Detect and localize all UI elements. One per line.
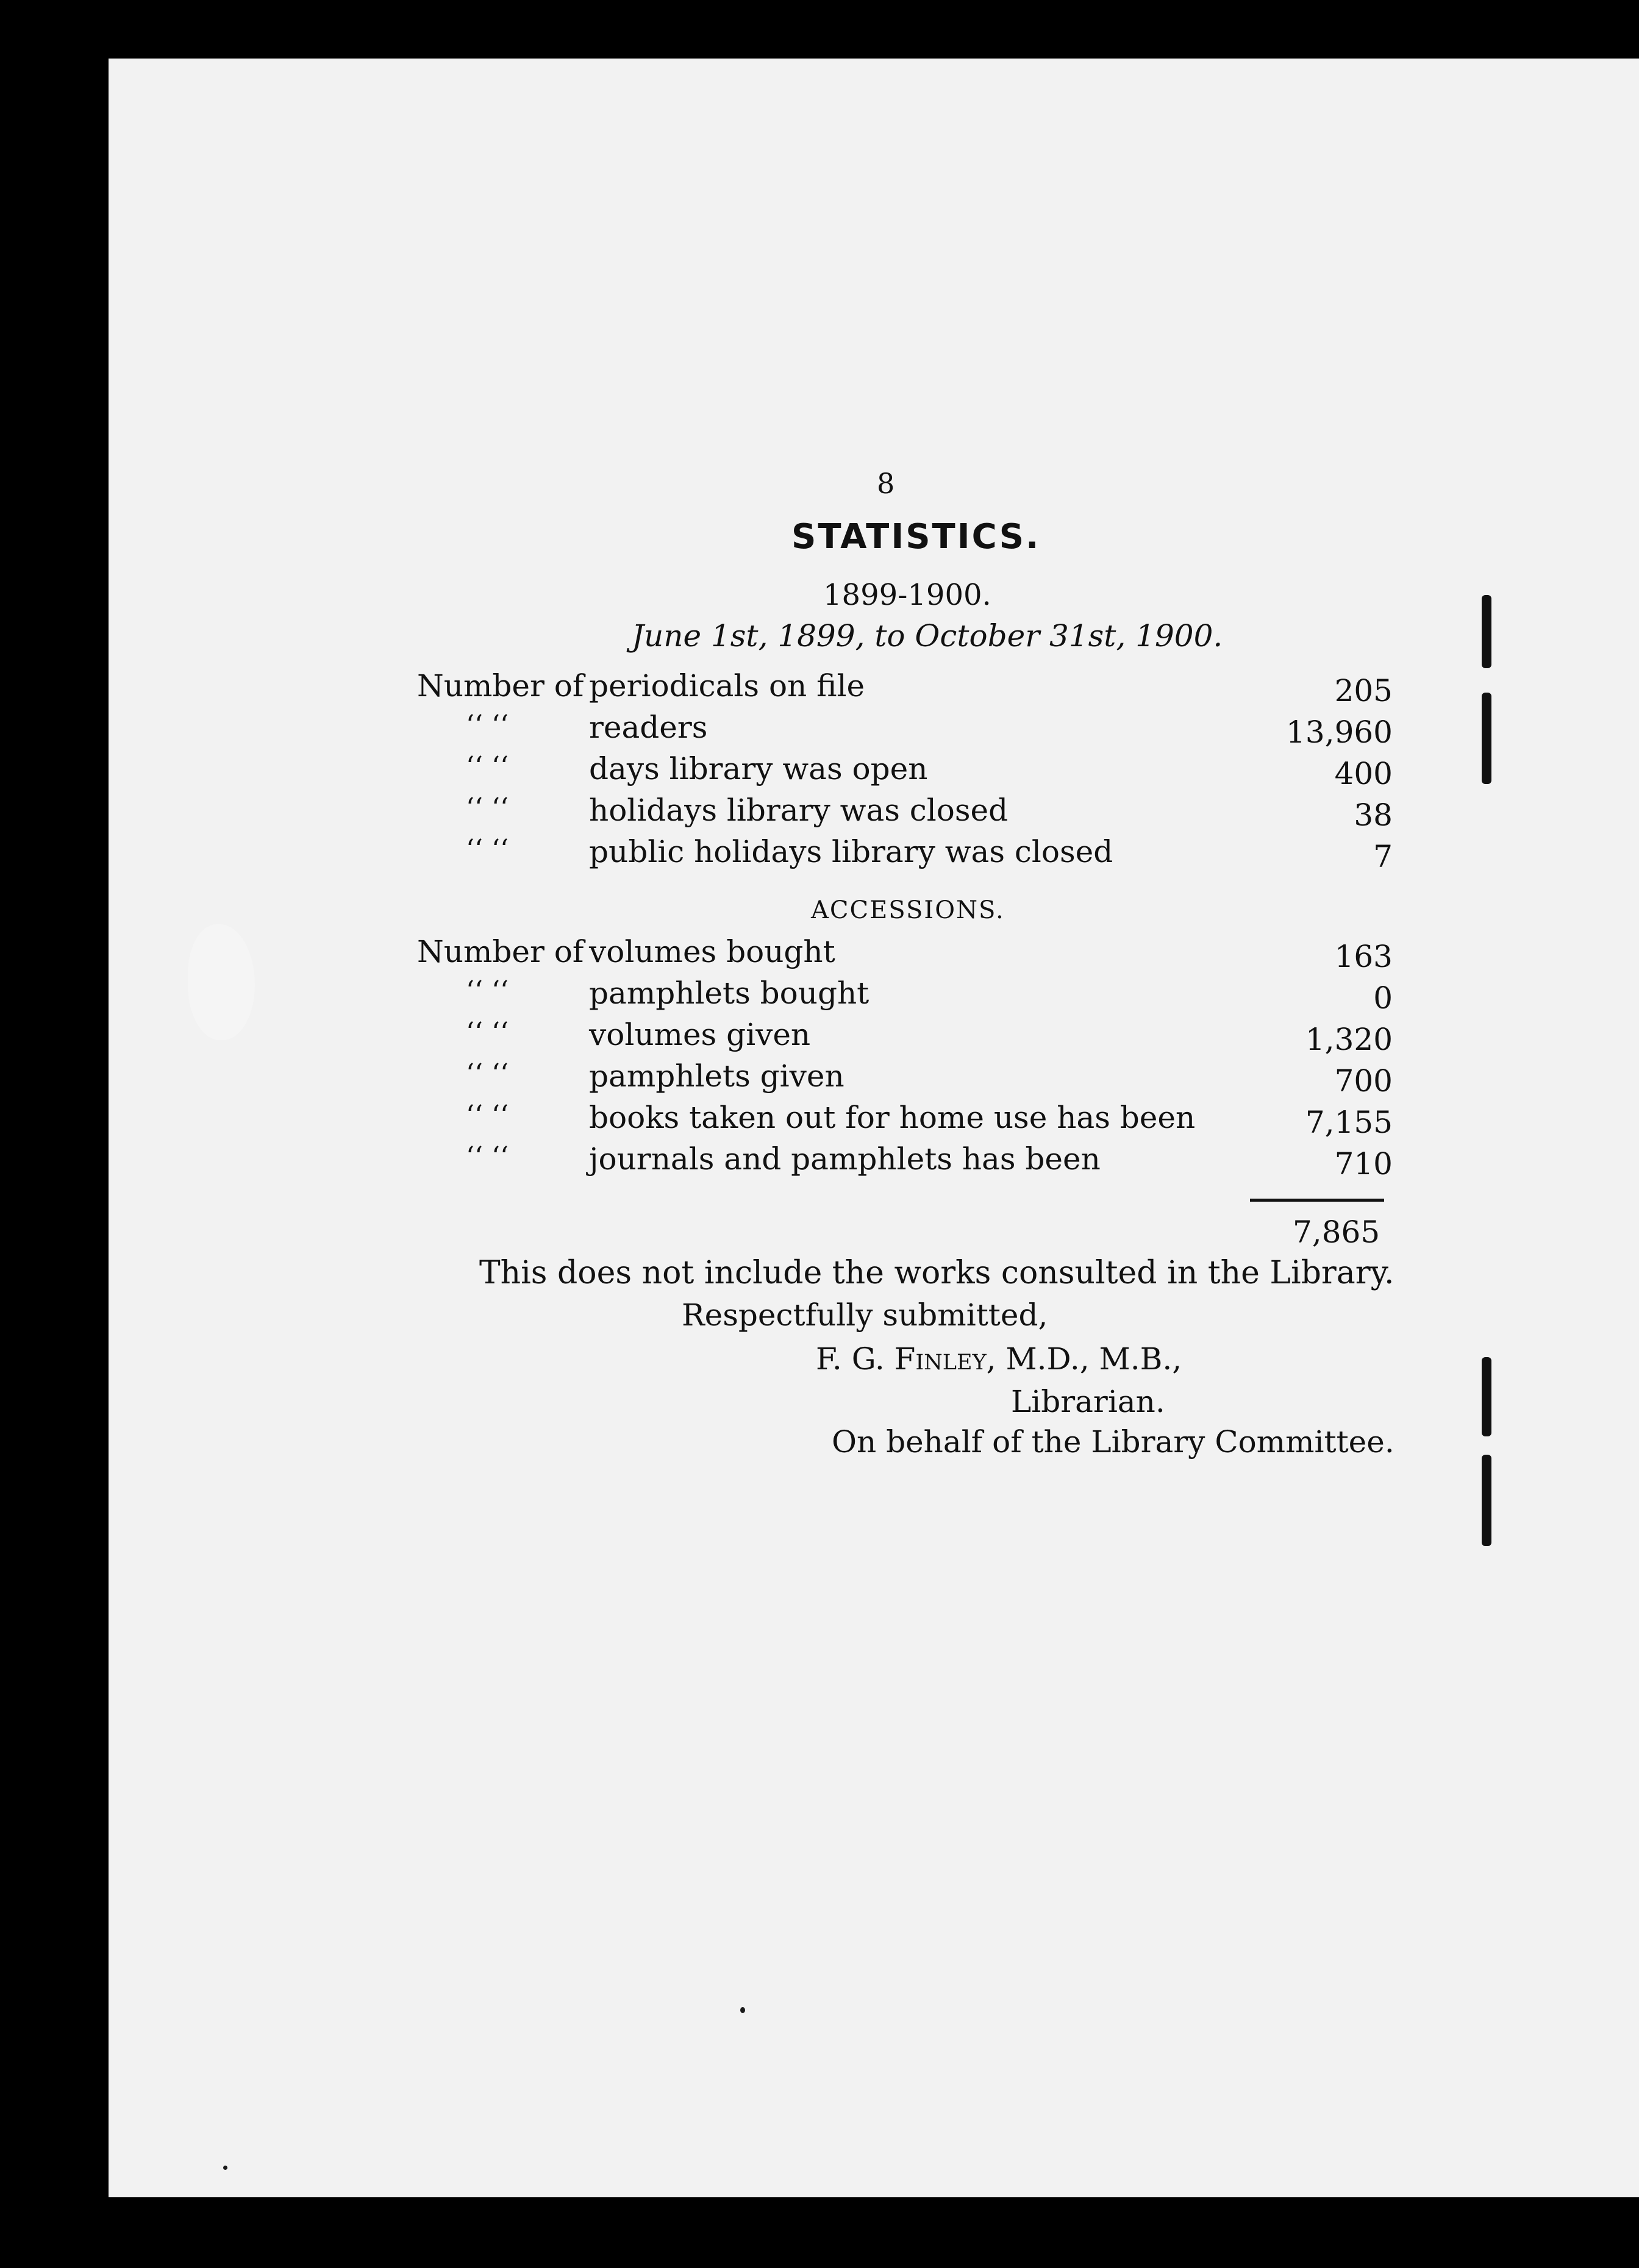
on-behalf-text: On behalf of the Library Committee. <box>832 1424 1394 1460</box>
table-row <box>417 668 1393 708</box>
ditto-mark: ‘‘ ‘‘ <box>466 1017 509 1048</box>
row-value: 0 <box>1373 980 1393 1016</box>
ditto-mark: ‘‘ ‘‘ <box>466 710 509 741</box>
row-label: pamphlets bought <box>589 975 869 1011</box>
table-row <box>417 751 1393 791</box>
row-value: 1,320 <box>1305 1022 1393 1057</box>
row-value: 7,155 <box>1305 1105 1393 1140</box>
total-value: 7,865 <box>1293 1214 1380 1250</box>
table-row <box>417 793 1393 833</box>
row-value: 400 <box>1334 756 1393 791</box>
statistics-content <box>109 59 1639 2197</box>
ditto-mark: ‘‘ ‘‘ <box>466 834 509 865</box>
signature-name: F. G. Finley, M.D., M.B., <box>816 1341 1182 1377</box>
row-label: volumes given <box>589 1017 811 1052</box>
row-label: periodicals on file <box>589 668 865 704</box>
page-title: STATISTICS. <box>791 517 1041 557</box>
table-row <box>417 1017 1393 1057</box>
row-label: books taken out for home use has been <box>589 1100 1196 1135</box>
table-row <box>417 1100 1393 1140</box>
table-row <box>417 975 1393 1016</box>
table-row <box>417 834 1393 874</box>
table-row <box>417 1058 1393 1099</box>
row-value: 13,960 <box>1286 715 1393 750</box>
row-label: readers <box>589 710 708 745</box>
table-row <box>417 1141 1393 1182</box>
row-label: public holidays library was closed <box>589 834 1113 869</box>
row-value: 38 <box>1354 797 1393 833</box>
row-value: 163 <box>1334 939 1393 974</box>
row-lead-label: Number of <box>417 934 584 969</box>
document-page <box>109 59 1639 2197</box>
signature-title: Librarian. <box>1011 1384 1165 1419</box>
ditto-mark: ‘‘ ‘‘ <box>466 751 509 782</box>
row-label: journals and pamphlets has been <box>589 1141 1101 1177</box>
row-value: 205 <box>1334 673 1393 708</box>
accessions-heading: ACCESSIONS. <box>811 896 1005 924</box>
ditto-mark: ‘‘ ‘‘ <box>466 975 509 1007</box>
row-lead-label: Number of <box>417 668 584 704</box>
row-label: holidays library was closed <box>589 793 1009 828</box>
ditto-mark: ‘‘ ‘‘ <box>466 1100 509 1131</box>
total-rule <box>1250 1199 1384 1202</box>
ditto-mark: ‘‘ ‘‘ <box>466 1058 509 1089</box>
year-range: 1899-1900. <box>823 578 991 612</box>
page-number: 8 <box>877 467 895 500</box>
date-period: June 1st, 1899, to October 31st, 1900. <box>632 618 1223 654</box>
row-label: pamphlets given <box>589 1058 844 1094</box>
closing-text: Respectfully submitted, <box>682 1297 1048 1333</box>
note-text: This does not include the works consulted in the Library. <box>479 1255 1394 1291</box>
ditto-mark: ‘‘ ‘‘ <box>466 793 509 824</box>
table-row <box>417 934 1393 974</box>
row-value: 7 <box>1373 839 1393 874</box>
row-value: 700 <box>1334 1063 1393 1099</box>
ditto-mark: ‘‘ ‘‘ <box>466 1141 509 1172</box>
table-row <box>417 710 1393 750</box>
row-value: 710 <box>1334 1146 1393 1182</box>
row-label: volumes bought <box>589 934 835 969</box>
row-label: days library was open <box>589 751 928 786</box>
